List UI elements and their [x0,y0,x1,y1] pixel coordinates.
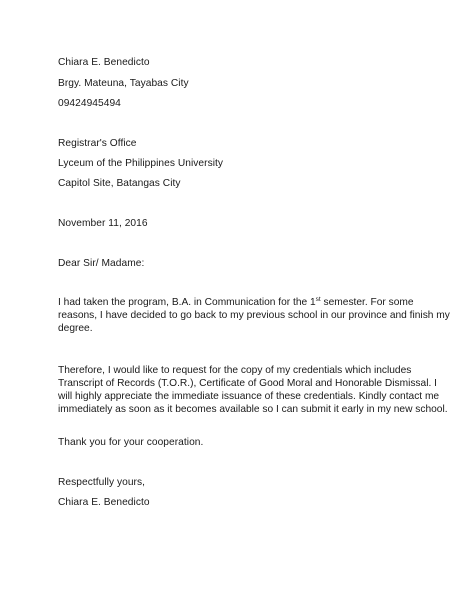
paragraph-1-line-1 [58,296,428,309]
p1-line1-tail: semester. For some [320,297,414,308]
paragraph-2-line-3: will highly appreciate the immediate issuance of these credentials. Kindly contact me [58,391,440,402]
recipient-office: Registrar's Office [58,138,137,149]
ordinal-superscript: st [315,296,321,303]
recipient-institution: Lyceum of the Philippines University [58,158,224,169]
recipient-location: Capitol Site, Batangas City [58,178,181,189]
sender-address: Brgy. Mateuna, Tayabas City [58,78,189,89]
paragraph-2-line-4: immediately as soon as it becomes available so I can submit it early in my new school. [58,404,448,415]
salutation: Dear Sir/ Madame: [58,258,145,269]
paragraph-2-line-1: Therefore, I would like to request for the copy of my credentials which includes [58,365,412,376]
closing: Respectfully yours, [58,477,146,488]
body-paragraph-1 [58,296,450,335]
paragraph-1-line-3: degree. [58,323,93,334]
sender-phone: 09424945494 [58,98,121,109]
sender-name: Chiara E. Benedicto [58,57,150,68]
p1-line1-text: I had taken the program, B.A. in Communication for the 1 [58,297,316,308]
paragraph-2-line-2: Transcript of Records (T.O.R.), Certificate of Good Moral and Honorable Dismissal. I [58,378,437,389]
letter-date: November 11, 2016 [58,218,148,229]
body-paragraph-3: Thank you for your cooperation. [58,437,204,448]
signature-name: Chiara E. Benedicto [58,497,150,508]
body-paragraph-2 [58,364,448,416]
paragraph-1-line-2: reasons, I have decided to go back to my previous school in our province and finish my [58,310,450,321]
